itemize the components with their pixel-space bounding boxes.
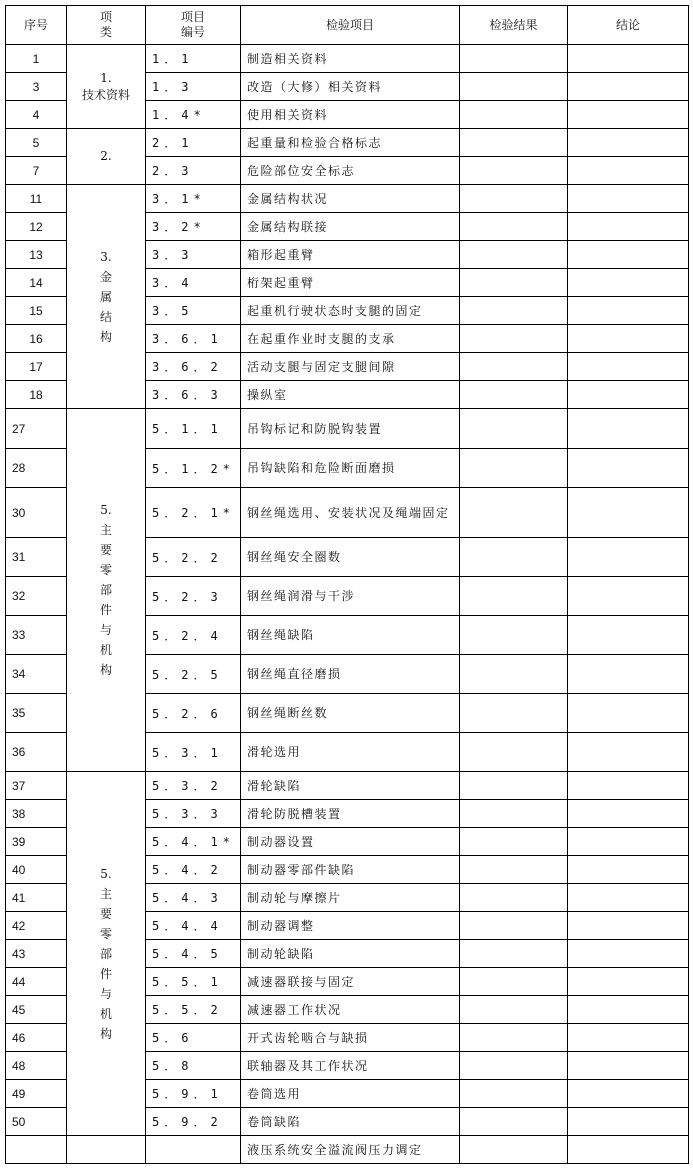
code-cell: 3．2* <box>146 213 241 241</box>
result-cell[interactable] <box>460 1024 568 1052</box>
code-cell: 1．1 <box>146 45 241 73</box>
conclusion-cell[interactable] <box>568 157 689 185</box>
category-label: 5. 主要零部件与机构 <box>99 866 112 1041</box>
code-cell: 5．3．2 <box>146 772 241 800</box>
conclusion-cell[interactable] <box>568 940 689 968</box>
seq-cell: 42 <box>6 912 67 940</box>
item-cell: 卷筒缺陷 <box>241 1108 460 1136</box>
conclusion-cell[interactable] <box>568 1024 689 1052</box>
conclusion-cell[interactable] <box>568 996 689 1024</box>
seq-cell: 16 <box>6 325 67 353</box>
code-cell: 5．1．1 <box>146 409 241 449</box>
seq-cell: 34 <box>6 655 67 694</box>
header-seq: 序号 <box>6 6 67 45</box>
seq-cell: 38 <box>6 800 67 828</box>
item-cell: 吊钩缺陷和危险断面磨损 <box>241 449 460 488</box>
seq-cell: 14 <box>6 269 67 297</box>
seq-cell: 7 <box>6 157 67 185</box>
seq-cell: 45 <box>6 996 67 1024</box>
seq-cell: 48 <box>6 1052 67 1080</box>
seq-cell: 43 <box>6 940 67 968</box>
table-row <box>6 185 689 213</box>
code-cell: 2．3 <box>146 157 241 185</box>
seq-cell: 5 <box>6 129 67 157</box>
seq-cell: 30 <box>6 488 67 538</box>
seq-cell: 17 <box>6 353 67 381</box>
seq-cell: 44 <box>6 968 67 996</box>
code-cell: 5．2．6 <box>146 694 241 733</box>
item-cell: 滑轮防脱槽装置 <box>241 800 460 828</box>
code-cell: 5．5．2 <box>146 996 241 1024</box>
seq-cell: 40 <box>6 856 67 884</box>
result-cell[interactable] <box>460 800 568 828</box>
conclusion-cell[interactable] <box>568 101 689 129</box>
code-cell: 3．1* <box>146 185 241 213</box>
item-cell: 制动轮与摩擦片 <box>241 884 460 912</box>
item-cell: 制动轮缺陷 <box>241 940 460 968</box>
conclusion-cell[interactable] <box>568 297 689 325</box>
table-row <box>6 45 689 73</box>
code-cell: 1．4* <box>146 101 241 129</box>
code-cell: 5．4．5 <box>146 940 241 968</box>
category-cell-empty <box>67 1136 146 1164</box>
seq-cell: 13 <box>6 241 67 269</box>
conclusion-cell[interactable] <box>568 1080 689 1108</box>
result-cell[interactable] <box>460 381 568 409</box>
conclusion-cell[interactable] <box>568 381 689 409</box>
item-cell: 卷筒选用 <box>241 1080 460 1108</box>
code-cell: 5．4．2 <box>146 856 241 884</box>
item-cell: 改造（大修）相关资料 <box>241 73 460 101</box>
conclusion-cell[interactable] <box>568 884 689 912</box>
code-cell: 3．6．2 <box>146 353 241 381</box>
conclusion-cell[interactable] <box>568 353 689 381</box>
result-cell[interactable] <box>460 241 568 269</box>
code-cell: 5．2．1* <box>146 488 241 538</box>
item-cell: 减速器联接与固定 <box>241 968 460 996</box>
code-cell: 2．1 <box>146 129 241 157</box>
result-cell[interactable] <box>460 269 568 297</box>
item-cell: 滑轮选用 <box>241 733 460 772</box>
header-conclusion: 结论 <box>568 6 689 45</box>
conclusion-cell[interactable] <box>568 213 689 241</box>
item-cell: 钢丝绳安全圈数 <box>241 538 460 577</box>
conclusion-cell[interactable] <box>568 325 689 353</box>
item-cell: 吊钩标记和防脱钩装置 <box>241 409 460 449</box>
category-cell-main-parts-a <box>67 409 146 772</box>
seq-cell <box>6 1136 67 1164</box>
item-cell: 钢丝绳缺陷 <box>241 616 460 655</box>
result-cell[interactable] <box>460 101 568 129</box>
seq-cell: 41 <box>6 884 67 912</box>
code-cell <box>146 1136 241 1164</box>
header-item: 检验项目 <box>241 6 460 45</box>
code-cell: 5．3．3 <box>146 800 241 828</box>
seq-cell: 1 <box>6 45 67 73</box>
conclusion-cell[interactable] <box>568 185 689 213</box>
result-cell[interactable] <box>460 655 568 694</box>
seq-cell: 28 <box>6 449 67 488</box>
code-cell: 3．5 <box>146 297 241 325</box>
seq-cell: 36 <box>6 733 67 772</box>
result-cell[interactable] <box>460 213 568 241</box>
conclusion-cell[interactable] <box>568 1136 689 1164</box>
code-cell: 5．4．4 <box>146 912 241 940</box>
item-cell: 操纵室 <box>241 381 460 409</box>
code-cell: 3．3 <box>146 241 241 269</box>
conclusion-cell[interactable] <box>568 856 689 884</box>
seq-cell: 3 <box>6 73 67 101</box>
category-cell-metal-structure <box>67 185 146 409</box>
result-cell[interactable] <box>460 538 568 577</box>
conclusion-cell[interactable] <box>568 488 689 538</box>
seq-cell: 39 <box>6 828 67 856</box>
category-cell-technical-docs: 1. 技术资料 <box>67 45 146 129</box>
result-cell[interactable] <box>460 616 568 655</box>
conclusion-cell[interactable] <box>568 1052 689 1080</box>
item-cell: 金属结构状况 <box>241 185 460 213</box>
code-cell: 5．9．1 <box>146 1080 241 1108</box>
result-cell[interactable] <box>460 185 568 213</box>
item-cell: 钢丝绳润滑与干涉 <box>241 577 460 616</box>
result-cell[interactable] <box>460 73 568 101</box>
item-cell: 金属结构联接 <box>241 213 460 241</box>
result-cell[interactable] <box>460 449 568 488</box>
seq-cell: 49 <box>6 1080 67 1108</box>
result-cell[interactable] <box>460 409 568 449</box>
item-cell: 起重机行驶状态时支腿的固定 <box>241 297 460 325</box>
code-cell: 5．4．1* <box>146 828 241 856</box>
item-cell: 危险部位安全标志 <box>241 157 460 185</box>
seq-cell: 15 <box>6 297 67 325</box>
result-cell[interactable] <box>460 912 568 940</box>
result-cell[interactable] <box>460 129 568 157</box>
result-cell[interactable] <box>460 884 568 912</box>
category-cell-main-parts-b <box>67 772 146 1136</box>
seq-cell: 27 <box>6 409 67 449</box>
result-cell[interactable] <box>460 940 568 968</box>
category-label: 5. 主要零部件与机构 <box>99 503 112 677</box>
code-cell: 3．4 <box>146 269 241 297</box>
conclusion-cell[interactable] <box>568 577 689 616</box>
result-cell[interactable] <box>460 968 568 996</box>
conclusion-cell[interactable] <box>568 655 689 694</box>
result-cell[interactable] <box>460 1052 568 1080</box>
item-cell: 制造相关资料 <box>241 45 460 73</box>
item-cell: 活动支腿与固定支腿间隙 <box>241 353 460 381</box>
seq-cell: 35 <box>6 694 67 733</box>
code-cell: 5．9．2 <box>146 1108 241 1136</box>
conclusion-cell[interactable] <box>568 733 689 772</box>
item-cell: 制动器零部件缺陷 <box>241 856 460 884</box>
table-row <box>6 772 689 800</box>
item-cell: 箱形起重臂 <box>241 241 460 269</box>
result-cell[interactable] <box>460 325 568 353</box>
header-row <box>6 6 689 45</box>
code-cell: 5．8 <box>146 1052 241 1080</box>
code-cell: 5．4．3 <box>146 884 241 912</box>
code-cell: 5．1．2* <box>146 449 241 488</box>
conclusion-cell[interactable] <box>568 1108 689 1136</box>
header-result: 检验结果 <box>460 6 568 45</box>
seq-cell: 11 <box>6 185 67 213</box>
result-cell[interactable] <box>460 45 568 73</box>
conclusion-cell[interactable] <box>568 538 689 577</box>
result-cell[interactable] <box>460 694 568 733</box>
result-cell[interactable] <box>460 353 568 381</box>
conclusion-cell[interactable] <box>568 828 689 856</box>
seq-cell: 33 <box>6 616 67 655</box>
result-cell[interactable] <box>460 157 568 185</box>
conclusion-cell[interactable] <box>568 409 689 449</box>
result-cell[interactable] <box>460 1080 568 1108</box>
seq-cell: 12 <box>6 213 67 241</box>
result-cell[interactable] <box>460 577 568 616</box>
seq-cell: 18 <box>6 381 67 409</box>
conclusion-cell[interactable] <box>568 129 689 157</box>
seq-cell: 32 <box>6 577 67 616</box>
code-cell: 5．5．1 <box>146 968 241 996</box>
conclusion-cell[interactable] <box>568 968 689 996</box>
code-cell: 5．2．2 <box>146 538 241 577</box>
item-cell: 桁架起重臂 <box>241 269 460 297</box>
table-row <box>6 1136 689 1164</box>
result-cell[interactable] <box>460 828 568 856</box>
code-cell: 5．2．5 <box>146 655 241 694</box>
item-cell: 使用相关资料 <box>241 101 460 129</box>
code-cell: 5．6 <box>146 1024 241 1052</box>
seq-cell: 46 <box>6 1024 67 1052</box>
conclusion-cell[interactable] <box>568 449 689 488</box>
seq-cell: 50 <box>6 1108 67 1136</box>
table-row <box>6 409 689 449</box>
item-cell: 制动器调整 <box>241 912 460 940</box>
conclusion-cell[interactable] <box>568 694 689 733</box>
item-cell: 在起重作业时支腿的支承 <box>241 325 460 353</box>
conclusion-cell[interactable] <box>568 73 689 101</box>
item-cell: 制动器设置 <box>241 828 460 856</box>
seq-cell: 31 <box>6 538 67 577</box>
result-cell[interactable] <box>460 996 568 1024</box>
category-cell-2: 2. <box>67 129 146 185</box>
conclusion-cell[interactable] <box>568 772 689 800</box>
code-cell: 5．3．1 <box>146 733 241 772</box>
item-cell: 联轴器及其工作状况 <box>241 1052 460 1080</box>
code-cell: 3．6．1 <box>146 325 241 353</box>
seq-cell: 37 <box>6 772 67 800</box>
item-cell: 开式齿轮啮合与缺损 <box>241 1024 460 1052</box>
item-cell: 钢丝绳断丝数 <box>241 694 460 733</box>
conclusion-cell[interactable] <box>568 269 689 297</box>
result-cell[interactable] <box>460 297 568 325</box>
conclusion-cell[interactable] <box>568 45 689 73</box>
result-cell[interactable] <box>460 772 568 800</box>
code-cell: 3．6．3 <box>146 381 241 409</box>
conclusion-cell[interactable] <box>568 912 689 940</box>
header-category: 项 类 <box>67 6 146 45</box>
result-cell[interactable] <box>460 1108 568 1136</box>
item-cell: 起重量和检验合格标志 <box>241 129 460 157</box>
item-cell: 减速器工作状况 <box>241 996 460 1024</box>
inspection-table <box>5 5 689 1164</box>
item-cell: 液压系统安全溢流阀压力调定 <box>241 1136 460 1164</box>
result-cell[interactable] <box>460 488 568 538</box>
result-cell[interactable] <box>460 856 568 884</box>
category-label: 3. 金属结构 <box>99 249 112 344</box>
result-cell[interactable] <box>460 1136 568 1164</box>
item-cell: 钢丝绳选用、安装状况及绳端固定 <box>241 488 460 538</box>
conclusion-cell[interactable] <box>568 616 689 655</box>
table-row <box>6 129 689 157</box>
item-cell: 钢丝绳直径磨损 <box>241 655 460 694</box>
code-cell: 1．3 <box>146 73 241 101</box>
item-cell: 滑轮缺陷 <box>241 772 460 800</box>
conclusion-cell[interactable] <box>568 241 689 269</box>
conclusion-cell[interactable] <box>568 800 689 828</box>
seq-cell: 4 <box>6 101 67 129</box>
code-cell: 5．2．3 <box>146 577 241 616</box>
result-cell[interactable] <box>460 733 568 772</box>
code-cell: 5．2．4 <box>146 616 241 655</box>
header-code: 项目 编号 <box>146 6 241 45</box>
